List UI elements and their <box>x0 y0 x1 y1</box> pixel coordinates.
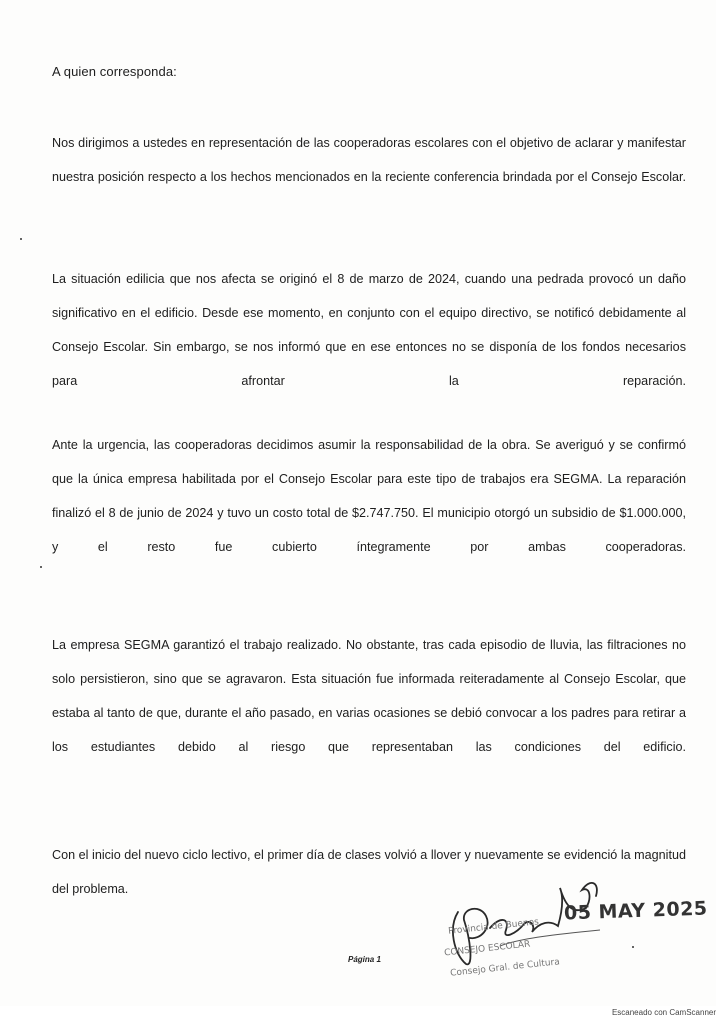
paragraph-5: Con el inicio del nuevo ciclo lectivo, el primer día de clases volvió a llover y nuevamente se evidenció la magnitud del problema. <box>52 848 686 896</box>
paragraph-1: Nos dirigimos a ustedes en representación de las cooperadoras escolares con el objetivo de aclarar y manifestar nuestra posición respecto a los hechos mencionados en la reciente conferencia brindada por el Consejo Escolar. <box>52 136 686 184</box>
scan-speck <box>40 566 42 568</box>
paragraph-4: La empresa SEGMA garantizó el trabajo realizado. No obstante, tras cada episodio de lluvia, las filtraciones no solo persistieron, sino que se agravaron. Esta situación fue informada reiteradamente al Consejo Escolar, que estaba al tanto de que, durante el año pasado, en varias ocasiones se debió convocar a los padres para retirar a los estudiantes debido al riesgo que representaban las condiciones del edificio. <box>52 638 686 754</box>
stamp-line: Provincia de Buenos <box>447 917 540 937</box>
paragraph-2: La situación edilicia que nos afecta se originó el 8 de marzo de 2024, cuando una pedrada provocó un daño significativo en el edificio. Desde ese momento, en conjunto con el equipo directivo, se notificó debidamente al Consejo Escolar. Sin embargo, se nos informó que en ese entonces no se disponía de los fondos necesarios para afrontar la reparación. <box>52 272 686 388</box>
paragraph-3: Ante la urgencia, las cooperadoras decidimos asumir la responsabilidad de la obra. Se averiguó y se confirmó que la única empresa habilitada por el Consejo Escolar para este tipo de trabajos era SEGMA. La reparación finalizó el 8 de junio de 2024 y tuvo un costo total de $2.747.750. El municipio otorgó un subsidio de $1.000.000, y el resto fue cubierto íntegramente por ambas cooperadoras. <box>52 438 686 554</box>
letter-greeting: A quien corresponda: <box>52 64 177 79</box>
scan-speck <box>20 238 22 240</box>
page-number: Página 1 <box>348 955 381 964</box>
scanner-watermark: Escaneado con CamScanner <box>611 1008 716 1017</box>
stamp-line: CONSEJO ESCOLAR <box>443 939 531 959</box>
stamp-date: 05 MAY 2025 <box>563 897 708 925</box>
scan-speck <box>632 946 634 948</box>
stamp-line: Consejo Gral. de Cultura <box>449 957 561 979</box>
